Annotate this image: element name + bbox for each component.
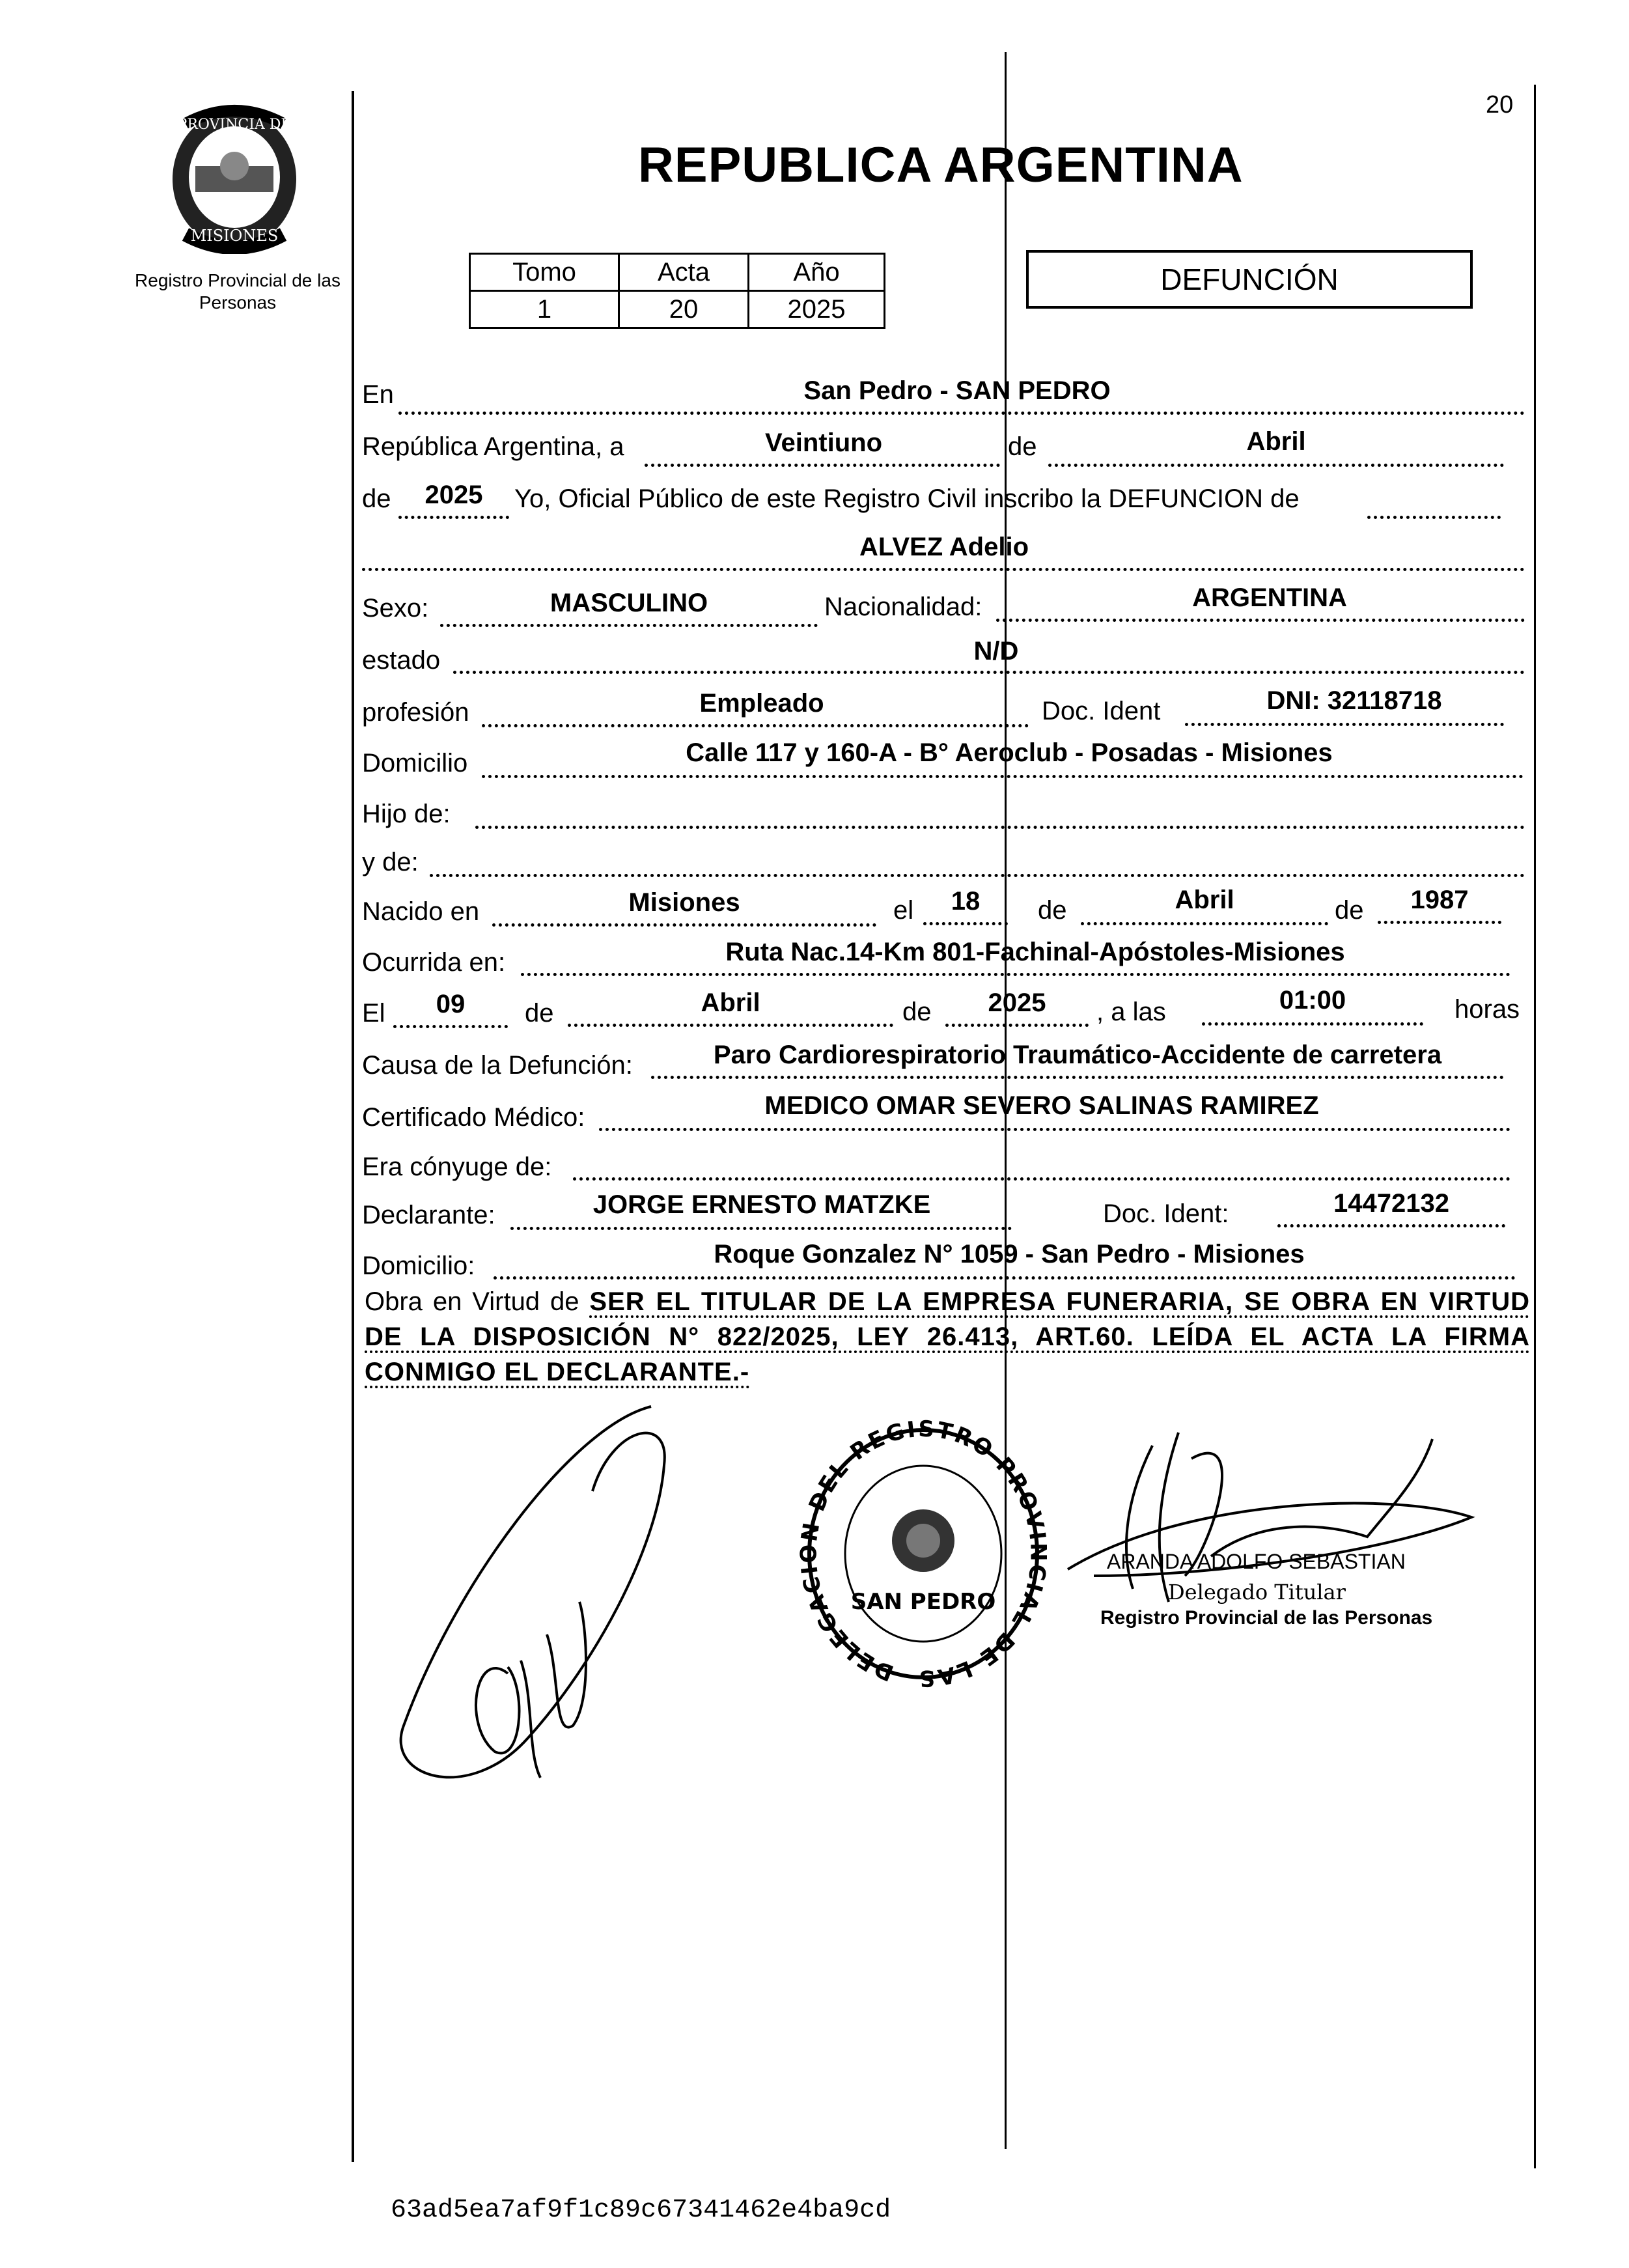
- nacionalidad-dots: [996, 619, 1525, 622]
- name-dots: [362, 568, 1525, 571]
- y-de-dots: [430, 874, 1525, 877]
- reference-table: [469, 253, 885, 329]
- obra-paragraph: [365, 1284, 1530, 1390]
- ocurrida-label: Ocurrida en:: [362, 948, 506, 977]
- el-label: el: [893, 896, 914, 925]
- de-label-3: de: [1038, 896, 1067, 925]
- domicilio-dots: [482, 775, 1524, 778]
- certificado-dots: [599, 1128, 1511, 1131]
- a-las-label: , a las: [1096, 998, 1166, 1026]
- inscription-text: Yo, Oficial Público de este Registro Civil inscribo la DEFUNCION de: [514, 484, 1300, 513]
- page-number: 20: [1486, 91, 1514, 119]
- record-type-box: [1026, 250, 1473, 309]
- estado-value: N/D: [973, 637, 1019, 665]
- hijo-label: Hijo de:: [362, 800, 451, 828]
- y-de-label: y de:: [362, 848, 419, 876]
- official-office: Registro Provincial de las Personas: [1100, 1607, 1433, 1629]
- nacionalidad-value: ARGENTINA: [1192, 583, 1347, 612]
- fecha-mes-dots: [568, 1024, 893, 1027]
- declarant-signature: [378, 1387, 677, 1804]
- profesion-label: profesión: [362, 698, 469, 727]
- stamp-ring-text: DELEGAC DEL REGISTRO PROV IAL DE LAS: [800, 1417, 1047, 1690]
- doc-ident-value: DNI: 32118718: [1266, 686, 1442, 715]
- estado-label: estado: [362, 646, 441, 675]
- el2-label: El: [362, 999, 385, 1028]
- hijo-dots: [475, 826, 1525, 829]
- de-label-1: de: [1008, 432, 1037, 461]
- official-name: ARANDA ADOLFO SEBASTIAN: [1107, 1550, 1406, 1573]
- nacido-dia-value: 18: [951, 887, 981, 916]
- emblem-top-text: PROVINCIA DE: [177, 117, 292, 133]
- hora-value: 01:00: [1279, 986, 1346, 1015]
- ocurrida-dots: [521, 973, 1511, 976]
- year-value: 2025: [425, 481, 483, 509]
- sexo-value: MASCULINO: [550, 589, 708, 617]
- en-label: En: [362, 380, 394, 409]
- certificado-label: Certificado Médico:: [362, 1103, 585, 1132]
- fecha-dia-value: 09: [436, 990, 466, 1018]
- republica-label: República Argentina, a: [362, 432, 624, 461]
- ocurrida-value: Ruta Nac.14-Km 801-Fachinal-Apóstoles-Misiones: [725, 938, 1345, 966]
- place-value: San Pedro - SAN PEDRO: [803, 376, 1111, 405]
- ref-value-tomo: 1: [470, 291, 619, 328]
- month-value: Abril: [1246, 427, 1306, 456]
- doc-ident2-dots: [1277, 1224, 1505, 1227]
- profesion-value: Empleado: [699, 689, 824, 718]
- de-label-5: de: [525, 999, 554, 1028]
- doc-ident-dots: [1185, 723, 1504, 726]
- document-hash: 63ad5ea7af9f1c89c67341462e4ba9cd: [391, 2196, 891, 2225]
- ref-value-acta: 20: [619, 291, 749, 328]
- ref-header-anio: Año: [749, 254, 885, 291]
- fecha-anio-dots: [945, 1024, 1089, 1027]
- obra-value: SER EL TITULAR DE LA EMPRESA FUNERARIA, SE OBRA EN VIRTUD DE LA DISPOSICIÓN N° 822/2025, LEY 26.413, ART.60. LEÍDA EL ACTA LA FIRMA CONMIGO EL DECLARANTE.-: [365, 1287, 1530, 1386]
- profesion-dots: [482, 724, 1029, 727]
- year-dots: [398, 516, 509, 519]
- nacionalidad-label: Nacionalidad:: [824, 593, 982, 621]
- record-type: DEFUNCIÓN: [1160, 262, 1339, 296]
- fecha-dia-dots: [393, 1025, 508, 1028]
- causa-value: Paro Cardiorespiratorio Traumático-Accidente de carretera: [713, 1041, 1442, 1069]
- de-label-6: de: [902, 998, 932, 1026]
- causa-dots: [651, 1076, 1504, 1079]
- declarante-label: Declarante:: [362, 1201, 495, 1229]
- month-dots: [1048, 464, 1504, 467]
- left-margin-line: [352, 91, 354, 2162]
- nacido-anio-value: 1987: [1410, 886, 1469, 914]
- de-label-4: de: [1335, 896, 1364, 925]
- domicilio2-value: Roque Gonzalez N° 1059 - San Pedro - Misiones: [714, 1240, 1305, 1268]
- nacido-label: Nacido en: [362, 897, 480, 926]
- nacido-dia-dots: [923, 922, 1008, 925]
- stamp-center-text: SAN PEDRO: [850, 1589, 996, 1615]
- domicilio-value: Calle 117 y 160-A - B° Aeroclub - Posadas - Misiones: [686, 738, 1333, 767]
- official-stamp: [800, 1417, 1047, 1690]
- nacido-anio-dots: [1378, 921, 1501, 924]
- page-title: REPUBLICA ARGENTINA: [638, 137, 1244, 193]
- obra-label: Obra en Virtud de: [365, 1287, 579, 1316]
- doc-ident-label: Doc. Ident: [1042, 697, 1161, 725]
- declarante-dots: [510, 1227, 1012, 1230]
- domicilio2-dots: [494, 1276, 1516, 1280]
- de-label-2: de: [362, 484, 391, 513]
- doc-ident2-label: Doc. Ident:: [1103, 1199, 1229, 1228]
- nacido-lugar-value: Misiones: [628, 888, 740, 917]
- right-margin-line: [1534, 85, 1536, 2168]
- causa-label: Causa de la Defunción:: [362, 1051, 633, 1080]
- hora-dots: [1202, 1022, 1423, 1026]
- domicilio2-label: Domicilio:: [362, 1252, 475, 1280]
- conyuge-label: Era cónyuge de:: [362, 1153, 552, 1181]
- day-words-value: Veintiuno: [765, 428, 882, 457]
- estado-dots: [453, 671, 1525, 674]
- nacido-lugar-dots: [492, 923, 876, 927]
- domicilio-label: Domicilio: [362, 749, 468, 777]
- fecha-mes-value: Abril: [701, 988, 760, 1017]
- emblem-bottom-text: MISIONES: [190, 227, 279, 245]
- declarante-value: JORGE ERNESTO MATZKE: [592, 1190, 931, 1219]
- horas-label: horas: [1455, 995, 1520, 1024]
- ref-header-acta: Acta: [619, 254, 749, 291]
- nacido-mes-dots: [1081, 922, 1328, 925]
- sexo-dots: [440, 624, 818, 627]
- conyuge-dots: [573, 1177, 1511, 1181]
- nacido-mes-value: Abril: [1175, 886, 1234, 914]
- day-dots: [645, 464, 1000, 467]
- doc-ident2-value: 14472132: [1333, 1189, 1449, 1218]
- inscription-dots: [1367, 516, 1501, 519]
- deceased-name: ALVEZ Adelio: [859, 533, 1029, 561]
- ref-header-tomo: Tomo: [470, 254, 619, 291]
- official-role: Delegado Titular: [1168, 1580, 1346, 1604]
- ref-value-anio: 2025: [749, 291, 885, 328]
- certificado-value: MEDICO OMAR SEVERO SALINAS RAMIREZ: [764, 1091, 1319, 1120]
- sexo-label: Sexo:: [362, 594, 429, 623]
- registry-caption: Registro Provincial de las Personas: [135, 270, 341, 313]
- en-dots: [398, 412, 1525, 415]
- fecha-anio-value: 2025: [988, 988, 1046, 1017]
- province-emblem: [160, 104, 309, 254]
